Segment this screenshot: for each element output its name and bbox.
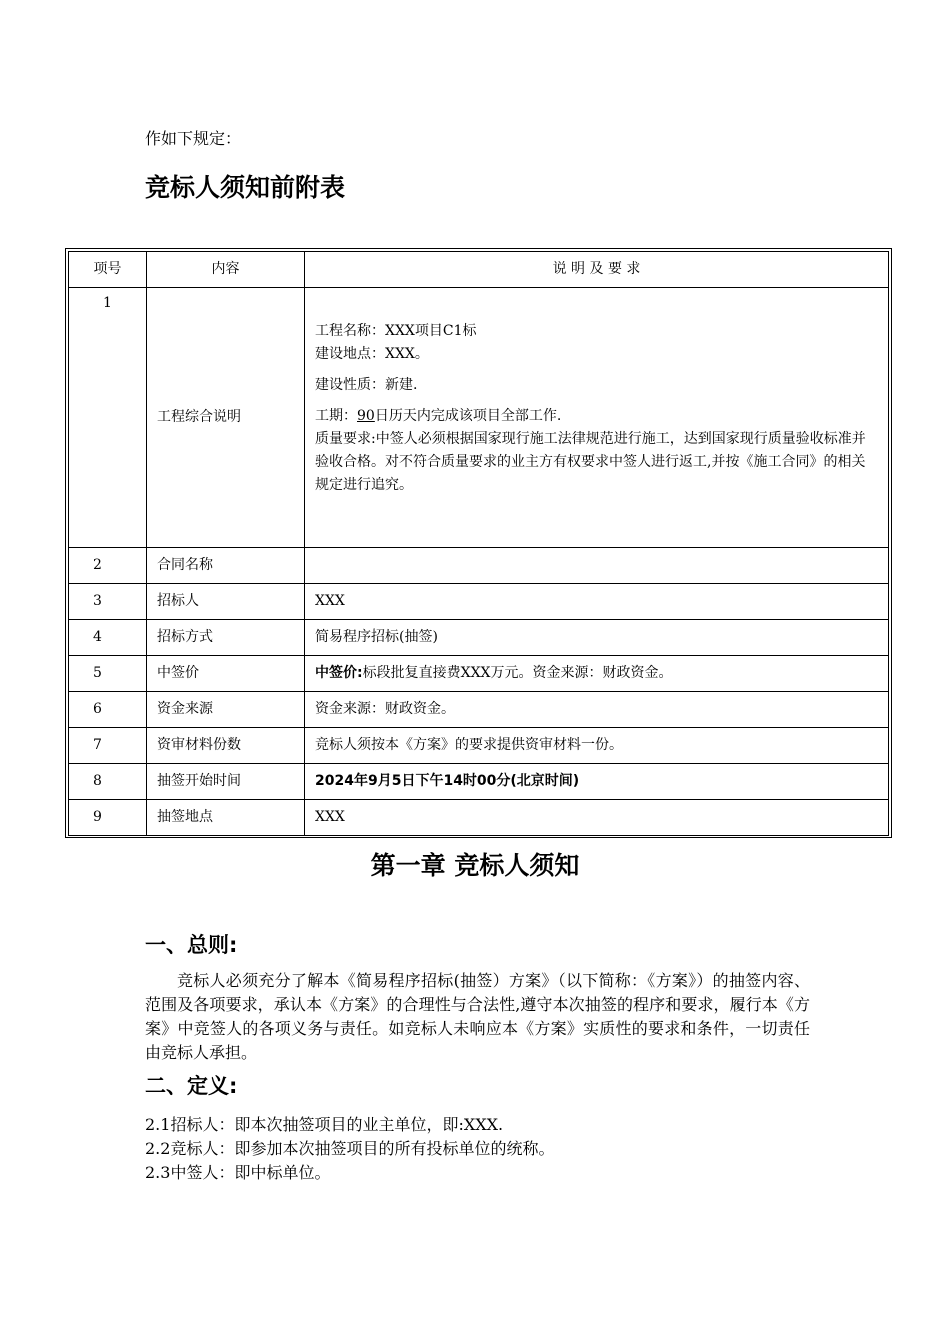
front-table <box>68 251 889 836</box>
table-row <box>69 728 889 764</box>
project-duration: 工期：90日历天内完成该项目全部工作. <box>315 408 562 424</box>
row-no: 6 <box>69 692 147 728</box>
section-heading-general: 一、总则: <box>145 933 238 957</box>
project-name: 工程名称：XXX项目C1标 <box>315 323 477 339</box>
row-item: 工程综合说明 <box>147 288 305 548</box>
project-nature: 建设性质：新建. <box>315 377 418 393</box>
row-no: 5 <box>69 656 147 692</box>
row-desc: 中签价:标段批复直接费XXX万元。资金来源：财政资金。 <box>305 656 889 692</box>
row-desc <box>305 288 889 548</box>
row-no: 9 <box>69 800 147 836</box>
row-no: 4 <box>69 620 147 656</box>
row-desc: XXX <box>305 584 889 620</box>
row-no: 2 <box>69 548 147 584</box>
project-location: 建设地点：XXX。 <box>315 346 429 362</box>
table-row <box>69 288 889 548</box>
quality-requirement: 质量要求:中签人必须根据国家现行施工法律规范进行施工，达到国家现行质量验收标准并验收合格。对不符合质量要求的业主方有权要求中签人进行返工,并按《施工合同》的相关规定进行追究。 <box>315 431 866 493</box>
row-no: 3 <box>69 584 147 620</box>
table-row <box>69 584 889 620</box>
row-item: 合同名称 <box>147 548 305 584</box>
table-header-row <box>69 252 889 288</box>
row-desc: 竞标人须按本《方案》的要求提供资审材料一份。 <box>305 728 889 764</box>
header-no: 项号 <box>69 252 147 288</box>
row-desc <box>305 548 889 584</box>
row-item: 抽签地点 <box>147 800 305 836</box>
front-table-frame <box>65 248 892 838</box>
row-item: 抽签开始时间 <box>147 764 305 800</box>
row-item: 中签价 <box>147 656 305 692</box>
section-heading-definitions: 二、定义: <box>145 1074 238 1098</box>
row-desc: 简易程序招标(抽签) <box>305 620 889 656</box>
table-row <box>69 620 889 656</box>
table-row <box>69 692 889 728</box>
row-item: 招标人 <box>147 584 305 620</box>
row-desc <box>305 764 889 800</box>
row-desc: XXX <box>305 800 889 836</box>
header-desc: 说 明 及 要 求 <box>305 252 889 288</box>
row-no: 8 <box>69 764 147 800</box>
draw-start-time: 2024年9月5日下午14时00分(北京时间) <box>315 773 580 789</box>
table-row <box>69 656 889 692</box>
general-paragraph: 竞标人必须充分了解本《简易程序招标(抽签）方案》（以下简称：《方案》）的抽签内容、范围及各项要求，承认本《方案》的合理性与合法性,遵守本次抽签的程序和要求，履行本《方案》中竞签人的各项义务与责任。如竞标人未响应本《方案》实质性的要求和条件，一切责任由竞标人承担。 <box>145 971 810 1062</box>
row-desc: 资金来源：财政资金。 <box>305 692 889 728</box>
row-no: 7 <box>69 728 147 764</box>
duration-days: 90 <box>357 408 375 424</box>
winning-price-label: 中签价: <box>315 665 363 681</box>
definition-item: 2.2竞标人：即参加本次抽签项目的所有投标单位的统称。 <box>145 1139 555 1158</box>
table-row <box>69 764 889 800</box>
row-no: 1 <box>69 288 147 548</box>
chapter-title: 第一章 竞标人须知 <box>370 851 580 880</box>
table-row <box>69 800 889 836</box>
definitions-list <box>145 1113 554 1185</box>
definition-item: 2.3中签人：即中标单位。 <box>145 1163 331 1182</box>
table-row <box>69 548 889 584</box>
intro-text: 作如下规定： <box>145 129 242 148</box>
row-item: 招标方式 <box>147 620 305 656</box>
table-title: 竞标人须知前附表 <box>145 173 346 202</box>
row-item: 资金来源 <box>147 692 305 728</box>
row-item: 资审材料份数 <box>147 728 305 764</box>
header-item: 内容 <box>147 252 305 288</box>
definition-item: 2.1招标人：即本次抽签项目的业主单位，即:XXX. <box>145 1115 504 1134</box>
